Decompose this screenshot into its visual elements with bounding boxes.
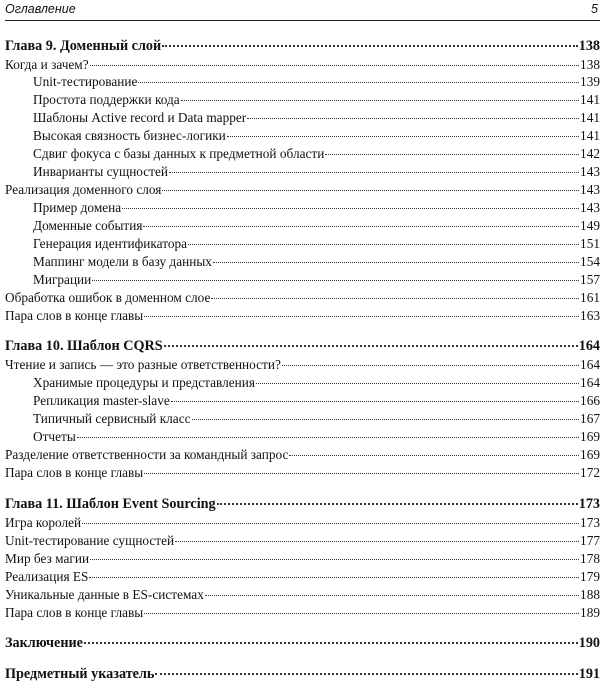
toc-entry[interactable] <box>5 410 600 427</box>
toc-entry[interactable] <box>5 604 600 621</box>
toc-entry-label: Когда и зачем? <box>5 57 89 72</box>
dot-leader <box>162 45 578 47</box>
dot-leader <box>144 473 579 474</box>
toc-entry[interactable] <box>5 253 600 270</box>
dot-leader <box>175 541 579 542</box>
toc-entry-page: 172 <box>580 465 600 480</box>
toc-entry-page: 149 <box>580 218 600 233</box>
toc-entry-page: 190 <box>578 635 600 651</box>
dot-leader <box>138 82 579 83</box>
dot-leader <box>289 455 579 456</box>
toc-entry-page: 164 <box>580 357 600 372</box>
toc-entry[interactable] <box>5 428 600 445</box>
toc-entry-page: 178 <box>580 551 600 566</box>
toc-entry-page: 138 <box>578 38 600 54</box>
toc-entry[interactable] <box>5 289 600 306</box>
toc-chapter-9[interactable] <box>5 38 600 55</box>
dot-leader <box>217 503 578 505</box>
toc-entry[interactable] <box>5 356 600 373</box>
toc-entry-page: 157 <box>580 272 600 287</box>
toc-entry[interactable] <box>5 392 600 409</box>
toc-entry-page: 191 <box>578 666 600 682</box>
toc-entry-page: 161 <box>580 290 600 305</box>
toc-entry-page: 188 <box>580 587 600 602</box>
toc-chapter-10[interactable] <box>5 338 600 355</box>
toc-entry-label: Пара слов в конце главы <box>5 605 144 620</box>
toc-entry[interactable] <box>5 181 600 198</box>
toc-entry-label: Мир без магии <box>5 551 90 566</box>
running-header-page-number: 5 <box>591 2 598 16</box>
toc-entry-page: 143 <box>580 182 600 197</box>
toc-entry-label: Маппинг модели в базу данных <box>33 254 212 269</box>
toc-entry-page: 141 <box>580 110 600 125</box>
toc-entry-page: 154 <box>580 254 600 269</box>
toc-entry-label: Сдвиг фокуса с базы данных к предметной области <box>33 146 325 161</box>
dot-leader <box>213 262 579 263</box>
dot-leader <box>192 419 580 420</box>
toc-entry-page: 164 <box>580 375 600 390</box>
toc-entry-label: Unit-тестирование <box>33 74 138 89</box>
toc-conclusion[interactable] <box>5 635 600 652</box>
toc-entry[interactable] <box>5 163 600 180</box>
toc-entry-label: Типичный сервисный класс <box>33 411 191 426</box>
toc-entry-label: Пара слов в конце главы <box>5 308 144 323</box>
dot-leader <box>188 244 579 245</box>
toc-entry[interactable] <box>5 550 600 567</box>
dot-leader <box>90 65 579 66</box>
toc-entry-label: Пример домена <box>33 200 122 215</box>
dot-leader <box>77 437 579 438</box>
dot-leader <box>92 280 579 281</box>
toc-entry-page: 163 <box>580 308 600 323</box>
dot-leader <box>84 642 578 644</box>
dot-leader <box>169 172 579 173</box>
toc-entry[interactable] <box>5 271 600 288</box>
toc-entry-label: Пара слов в конце главы <box>5 465 144 480</box>
toc-entry-page: 143 <box>580 200 600 215</box>
toc-entry-label: Хранимые процедуры и представления <box>33 375 255 390</box>
toc-entry[interactable] <box>5 532 600 549</box>
toc-entry-page: 164 <box>578 338 600 354</box>
toc-entry-label: Генерация идентификатора <box>33 236 188 251</box>
toc-entry[interactable] <box>5 217 600 234</box>
toc-entry-label: Заключение <box>5 635 83 651</box>
running-header-title: Оглавление <box>5 2 76 16</box>
toc-entry-label: Миграции <box>33 272 92 287</box>
toc-entry[interactable] <box>5 514 600 531</box>
dot-leader <box>144 316 579 317</box>
toc-entry-label: Разделение ответственности за командный запрос <box>5 447 289 462</box>
toc-entry[interactable] <box>5 235 600 252</box>
toc-entry-label: Unit-тестирование сущностей <box>5 533 175 548</box>
toc-entry-page: 151 <box>580 236 600 251</box>
dot-leader <box>325 154 579 155</box>
dot-leader <box>90 559 579 560</box>
toc-entry[interactable] <box>5 446 600 463</box>
dot-leader <box>155 673 577 675</box>
toc-entry[interactable] <box>5 91 600 108</box>
toc-entry-page: 143 <box>580 164 600 179</box>
dot-leader <box>247 118 579 119</box>
toc-entry-page: 141 <box>580 92 600 107</box>
toc-entry-label: Глава 11. Шаблон Event Sourcing <box>5 496 216 512</box>
dot-leader <box>89 577 579 578</box>
toc-entry-page: 167 <box>580 411 600 426</box>
toc-entry[interactable] <box>5 464 600 481</box>
toc-entry-page: 169 <box>580 429 600 444</box>
toc-entry-page: 173 <box>578 496 600 512</box>
toc-entry[interactable] <box>5 109 600 126</box>
dot-leader <box>171 401 579 402</box>
toc-entry-label: Шаблоны Active record и Data mapper <box>33 110 247 125</box>
dot-leader <box>144 613 579 614</box>
dot-leader <box>282 365 579 366</box>
toc-entry[interactable] <box>5 374 600 391</box>
toc-entry-label: Чтение и запись — это разные ответственности? <box>5 357 281 372</box>
toc-entry-label: Инварианты сущностей <box>33 164 169 179</box>
toc-entry-label: Глава 9. Доменный слой <box>5 38 162 54</box>
toc-entry-page: 177 <box>580 533 600 548</box>
toc-entry[interactable] <box>5 56 600 73</box>
dot-leader <box>181 100 579 101</box>
dot-leader <box>122 208 579 209</box>
toc-entry[interactable] <box>5 586 600 603</box>
toc-entry-label: Глава 10. Шаблон CQRS <box>5 338 163 354</box>
running-header <box>5 0 600 21</box>
toc-entry-label: Обработка ошибок в доменном слое <box>5 290 211 305</box>
toc-chapter-11[interactable] <box>5 496 600 513</box>
toc-entry[interactable] <box>5 127 600 144</box>
toc-entry-page: 138 <box>580 57 600 72</box>
toc-entry[interactable] <box>5 568 600 585</box>
toc-entry-label: Уникальные данные в ES-системах <box>5 587 204 602</box>
toc-entry-page: 166 <box>580 393 600 408</box>
toc-entry-label: Игра королей <box>5 515 82 530</box>
toc-entry-page: 179 <box>580 569 600 584</box>
toc-entry-label: Высокая связность бизнес-логики <box>33 128 226 143</box>
toc-entry[interactable] <box>5 307 600 324</box>
dot-leader <box>256 383 579 384</box>
dot-leader <box>143 226 579 227</box>
toc-entry-label: Отчеты <box>33 429 76 444</box>
toc-entry-page: 142 <box>580 146 600 161</box>
toc-entry-page: 169 <box>580 447 600 462</box>
toc-entry-page: 141 <box>580 128 600 143</box>
toc-entry-label: Реализация ES <box>5 569 89 584</box>
toc-entry-label: Доменные события <box>33 218 143 233</box>
dot-leader <box>205 595 579 596</box>
toc-entry[interactable] <box>5 145 600 162</box>
toc-entry-label: Репликация master-slave <box>33 393 170 408</box>
toc-entry-label: Простота поддержки кода <box>33 92 180 107</box>
dot-leader <box>227 136 579 137</box>
toc-entry-label: Реализация доменного слоя <box>5 182 162 197</box>
toc-entry[interactable] <box>5 73 600 90</box>
dot-leader <box>82 523 579 524</box>
toc-entry[interactable] <box>5 199 600 216</box>
dot-leader <box>162 190 579 191</box>
toc-entry-page: 173 <box>580 515 600 530</box>
toc-entry-label: Предметный указатель <box>5 666 155 682</box>
toc-entry-page: 189 <box>580 605 600 620</box>
dot-leader <box>164 345 578 347</box>
toc-index[interactable] <box>5 666 600 683</box>
toc-entry-page: 139 <box>580 74 600 89</box>
dot-leader <box>211 298 579 299</box>
